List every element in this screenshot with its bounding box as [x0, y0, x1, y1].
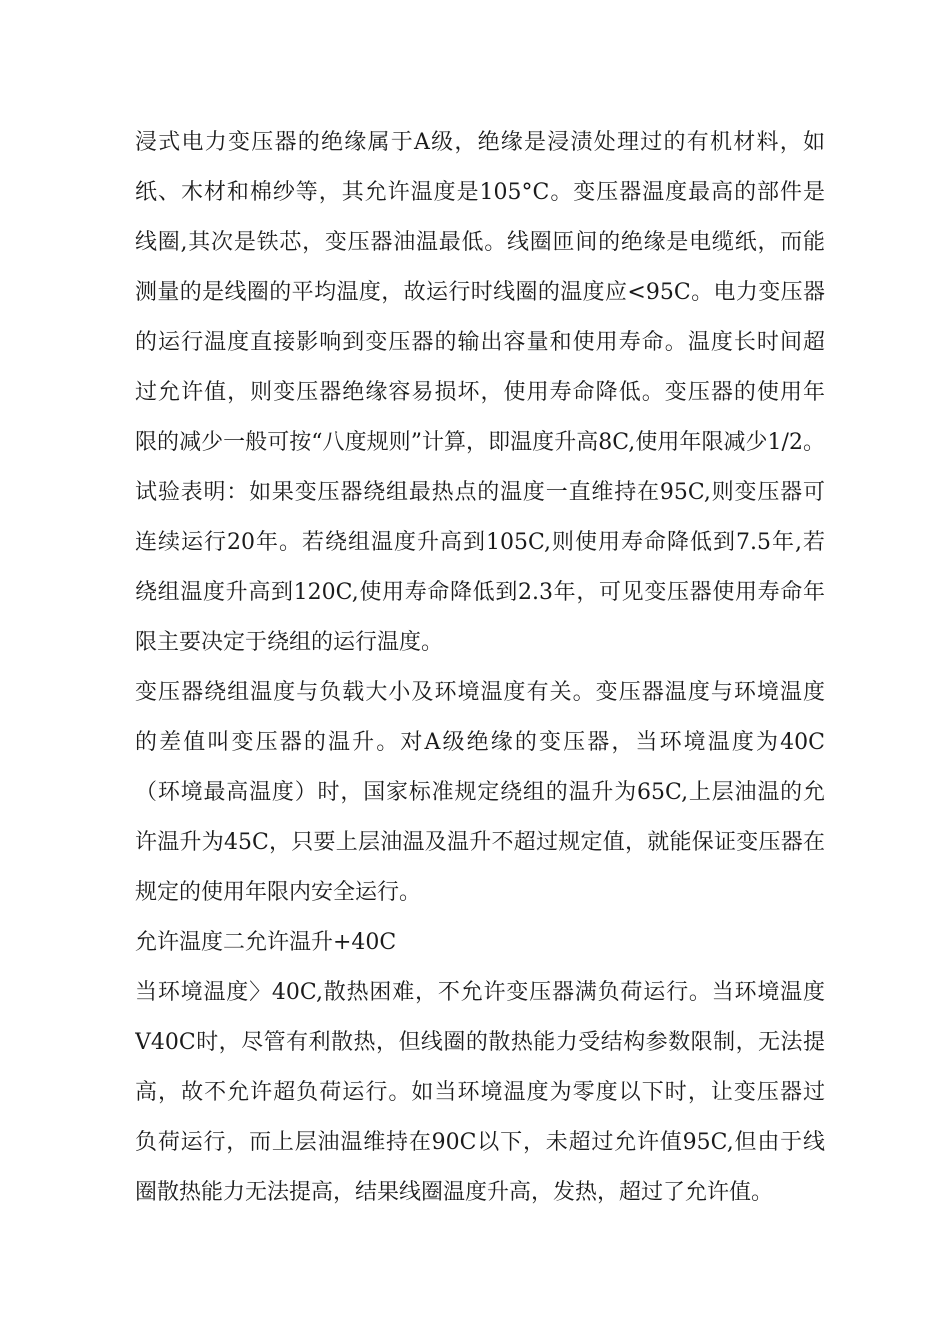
text-line: 规定的使用年限内安全运行。	[135, 880, 422, 905]
text-line: 限主要决定于绕组的运行温度。	[135, 630, 444, 655]
text-line: 过允许值，则变压器绝缘容易损坏，使用寿命降低。变压器的使用年	[135, 380, 825, 405]
text-line: 许温升为45C，只要上层油温及温升不超过规定值，就能保证变压器在	[135, 830, 825, 855]
text-line: 限的减少一般可按“八度规则”计算，即温度升高8C,使用年限减少1/2。	[135, 430, 825, 455]
text-line: 连续运行20年。若绕组温度升高到105C,则使用寿命降低到7.5年,若	[135, 530, 825, 555]
text-line: 线圈,其次是铁芯，变压器油温最低。线圈匝间的绝缘是电缆纸，而能	[135, 230, 825, 255]
text-line: 高，故不允许超负荷运行。如当环境温度为零度以下时，让变压器过	[135, 1080, 825, 1105]
text-line: 浸式电力变压器的绝缘属于A级，绝缘是浸渍处理过的有机材料，如	[135, 130, 825, 155]
formula-line: 允许温度二允许温升+40C	[135, 930, 397, 955]
document-body	[135, 118, 825, 1218]
text-line: 变压器绕组温度与负载大小及环境温度有关。变压器温度与环境温度	[135, 680, 825, 705]
text-line: 当环境温度〉40C,散热困难，不允许变压器满负荷运行。当环境温度	[135, 980, 825, 1005]
text-line: V40C时，尽管有利散热，但线圈的散热能力受结构参数限制，无法提	[135, 1030, 825, 1055]
text-line: 纸、木材和棉纱等，其允许温度是105°C。变压器温度最高的部件是	[135, 180, 825, 205]
text-line: 测量的是线圈的平均温度，故运行时线圈的温度应<95C。电力变压器	[135, 280, 825, 305]
text-line: 负荷运行，而上层油温维持在90C以下，未超过允许值95C,但由于线	[135, 1130, 825, 1155]
text-line: 绕组温度升高到120C,使用寿命降低到2.3年，可见变压器使用寿命年	[135, 580, 825, 605]
text-line: 的差值叫变压器的温升。对A级绝缘的变压器，当环境温度为40C	[135, 730, 825, 755]
text-line: （环境最高温度）时，国家标准规定绕组的温升为65C,上层油温的允	[135, 780, 825, 805]
text-line: 圈散热能力无法提高，结果线圈温度升高，发热，超过了允许值。	[135, 1180, 774, 1205]
text-line: 的运行温度直接影响到变压器的输出容量和使用寿命。温度长时间超	[135, 330, 825, 355]
text-line: 试验表明：如果变压器绕组最热点的温度一直维持在95C,则变压器可	[135, 480, 825, 505]
